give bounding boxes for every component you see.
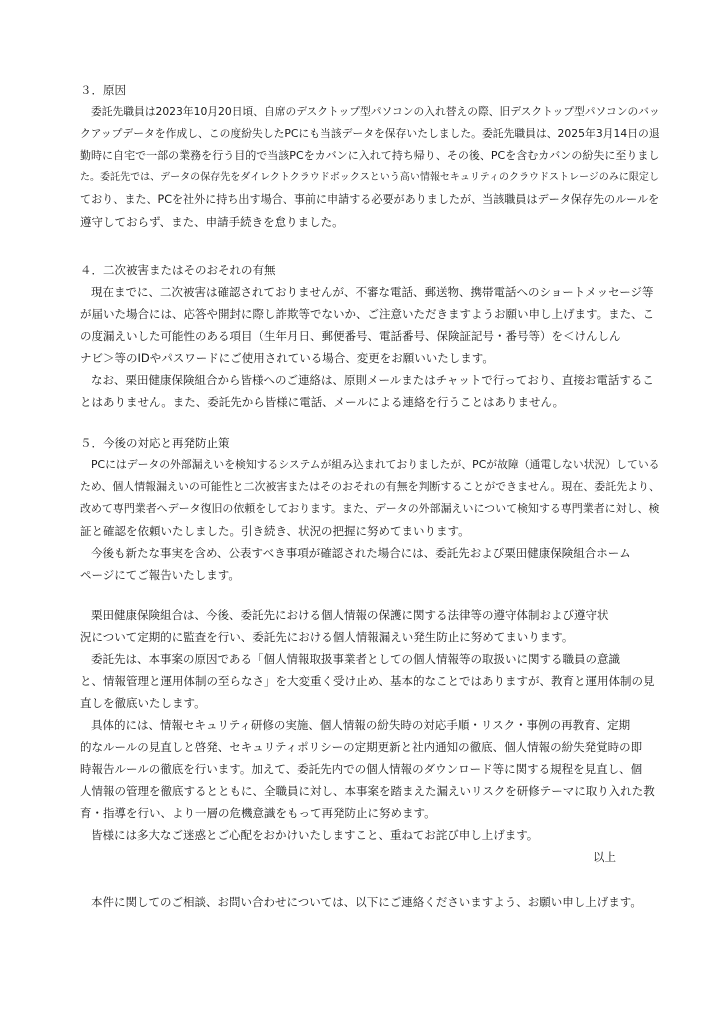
section-4-line: の度漏えいした可能性のある項目（生年月日、郵便番号、電話番号、保険証記号・番号等）を＜けんしん bbox=[80, 329, 621, 343]
closing-line: 人情報の管理を徹底するとともに、全職員に対し、本事案を踏まえた漏えいリスクを研修テーマに取り入れた教 bbox=[80, 784, 655, 798]
closing-line: 委託先は、本事案の原因である「個人情報取扱事業者としての個人情報等の取扱いに関する職員の意識 bbox=[91, 652, 620, 666]
section-5-line: 証と確認を依頼いたしました。引き続き、状況の把握に努めてまいります。 bbox=[80, 524, 470, 538]
section-3-line: た。委託先では、データの保存先をダイレクトクラウドボックスという高い情報セキュリティのクラウドストレージのみに限定し bbox=[80, 172, 659, 183]
closing-line: と、情報管理と運用体制の至らなさ」を大変重く受け止め、基本的なことではありますが、教育と運用体制の見 bbox=[80, 674, 655, 688]
closing-line: 栗田健康保険組合は、今後、委託先における個人情報の保護に関する法律等の遵守体制および遵守状 bbox=[91, 608, 609, 622]
closing-line: 直しを徹底いたします。 bbox=[80, 696, 206, 710]
section-5-line: 今後も新たな事実を含め、公表すべき事項が確認された場合には、委託先および栗田健康保険組合ホーム bbox=[91, 546, 631, 560]
section-3-line: 委託先職員は2023年10月20日頃、自席のデスクトップ型パソコンの入れ替えの際、旧デスクトップ型パソコンのバッ bbox=[91, 105, 660, 118]
closing-body bbox=[80, 604, 660, 846]
section-4-body bbox=[80, 281, 660, 413]
section-4-line: とはありません。また、委託先から皆様に電話、メールによる連絡を行うことはありません。 bbox=[80, 395, 565, 409]
section-3-line: クアップデータを作成し、この度紛失したPCにも当該データを保存いたしました。委託先職員は、2025年3月14日の退 bbox=[80, 127, 660, 140]
contact-body bbox=[80, 891, 660, 913]
section-3-body bbox=[80, 101, 660, 233]
section-5-line: ため、個人情報漏えいの可能性と二次被害またはそのおそれの有無を判断することができません。現在、委託先より、 bbox=[80, 480, 660, 493]
closing-line: 育・指導を行い、より一層の危機意識をもって再発防止に努めます。 bbox=[80, 806, 436, 820]
section-5-heading: ５．今後の対応と再発防止策 bbox=[80, 436, 230, 450]
contact-line: 本件に関してのご相談、お問い合わせについては、以下にご連絡くださいますよう、お願い申し上げます。 bbox=[91, 895, 642, 909]
closing-line: 況について定期的に監査を行い、委託先における個人情報漏えい発生防止に努めてまいります。 bbox=[80, 630, 574, 644]
section-5-line: 改めて専門業者へデータ復旧の依頼をしております。また、データの外部漏えいについて検知する専門業者に対し、検 bbox=[80, 502, 660, 515]
section-3-line: 遵守しておらず、また、申請手続きを怠りました。 bbox=[80, 215, 344, 229]
section-5-line: PCにはデータの外部漏えいを検知するシステムが組み込まれておりましたが、PCが故障（通電しない状況）している bbox=[91, 458, 660, 471]
end-mark: 以上 bbox=[593, 850, 616, 864]
section-3-line: 勤時に自宅で一部の業務を行う目的で当該PCをカバンに入れて持ち帰り、その後、PCを含むカバンの紛失に至りまし bbox=[80, 149, 660, 162]
section-3-heading: ３．原因 bbox=[80, 83, 126, 97]
section-4-heading: ４．二次被害またはそのおそれの有無 bbox=[80, 263, 276, 277]
section-5-body bbox=[80, 454, 660, 586]
section-4-line: ナビ＞等のIDやパスワードにご使用されている場合、変更をお願いいたします。 bbox=[80, 351, 494, 365]
section-4-line: が届いた場合には、応答や開封に際し詐欺等でないか、ご注意いただきますようお願い申し上げます。また、こ bbox=[80, 307, 655, 321]
section-5-line: ページにてご報告いたします。 bbox=[80, 568, 240, 582]
section-4-line: なお、栗田健康保険組合から皆様へのご連絡は、原則メールまたはチャットで行っており、直接お電話するこ bbox=[91, 373, 654, 387]
closing-line: 時報告ルールの徹底を行います。加えて、委託先内での個人情報のダウンロード等に関する規程を見直し、個 bbox=[80, 762, 643, 776]
closing-line: 的なルールの見直しと啓発、セキュリティポリシーの定期更新と社内通知の徹底、個人情報の紛失発覚時の即 bbox=[80, 740, 643, 754]
section-4-line: 現在までに、二次被害は確認されておりませんが、不審な電話、郵送物、携帯電話へのショートメッセージ等 bbox=[91, 285, 654, 299]
section-3-line: ており、また、PCを社外に持ち出す場合、事前に申請する必要がありましたが、当該職員はデータ保存先のルールを bbox=[80, 193, 660, 206]
closing-line: 皆様には多大なご迷惑とご心配をおかけいたしますこと、重ねてお詫び申し上げます。 bbox=[91, 828, 539, 842]
closing-line: 具体的には、情報セキュリティ研修の実施、個人情報の紛失時の対応手順・リスク・事例の再教育、定期 bbox=[91, 718, 631, 732]
